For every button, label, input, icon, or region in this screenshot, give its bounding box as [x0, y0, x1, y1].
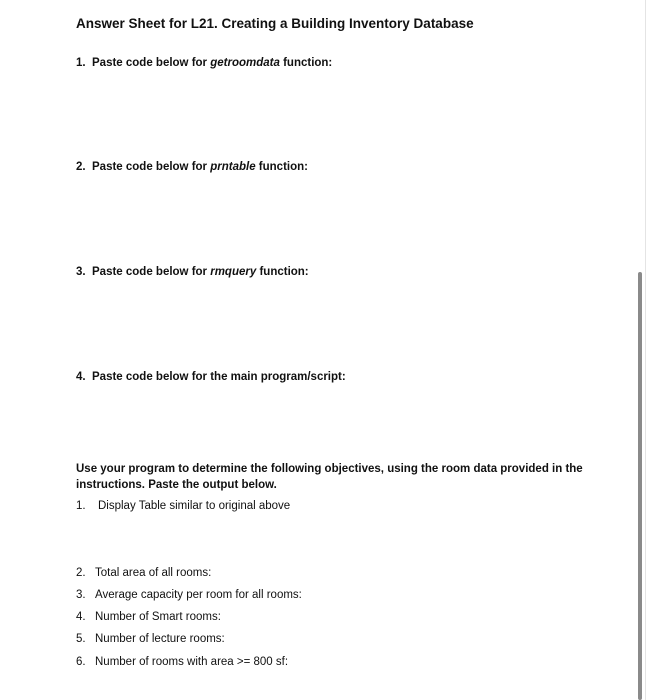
- objective-number: 1.: [76, 500, 86, 512]
- question-prefix: Paste code below for: [92, 161, 211, 173]
- objective-number: 3.: [76, 589, 86, 601]
- question-number: 2.: [76, 161, 86, 173]
- question-suffix: function:: [255, 161, 308, 173]
- question-prefix: Paste code below for the main program/script:: [92, 371, 346, 383]
- question-number: 1.: [76, 57, 86, 69]
- objective-text: Number of Smart rooms:: [95, 611, 221, 623]
- question-3: [76, 266, 309, 278]
- objective-item-3: [76, 589, 302, 601]
- question-suffix: function:: [279, 57, 333, 69]
- objective-number: 5.: [76, 633, 86, 645]
- function-name: getroomdata: [210, 57, 280, 69]
- question-prefix: Paste code below for: [92, 57, 211, 69]
- objective-item-6: [76, 656, 288, 668]
- objective-text: Average capacity per room for all rooms:: [95, 589, 302, 601]
- question-number: 4.: [76, 371, 86, 383]
- objective-number: 4.: [76, 611, 86, 623]
- objective-item-2: [76, 567, 211, 579]
- objective-text: Total area of all rooms:: [95, 567, 212, 579]
- question-suffix: function:: [256, 266, 309, 278]
- vertical-scrollbar[interactable]: [638, 272, 642, 700]
- objective-item-5: [76, 633, 225, 645]
- objective-item-4: [76, 611, 221, 623]
- objective-text: Display Table similar to original above: [98, 500, 291, 512]
- question-1: [76, 57, 332, 69]
- objective-text: Number of rooms with area >= 800 sf:: [95, 656, 289, 668]
- function-name: rmquery: [210, 266, 257, 278]
- question-number: 3.: [76, 266, 86, 278]
- objectives-intro: Use your program to determine the following objectives, using the room data provided in the instructions. Paste the output below.: [76, 463, 583, 491]
- page-title: Answer Sheet for L21. Creating a Building Inventory Database: [76, 16, 474, 31]
- objective-text: Number of lecture rooms:: [95, 633, 225, 645]
- page-edge: [645, 0, 646, 700]
- objective-number: 6.: [76, 656, 86, 668]
- objective-item-1: [76, 500, 290, 512]
- function-name: prntable: [210, 161, 256, 173]
- objective-number: 2.: [76, 567, 86, 579]
- question-prefix: Paste code below for: [92, 266, 211, 278]
- question-2: [76, 161, 308, 173]
- question-4: [76, 371, 346, 383]
